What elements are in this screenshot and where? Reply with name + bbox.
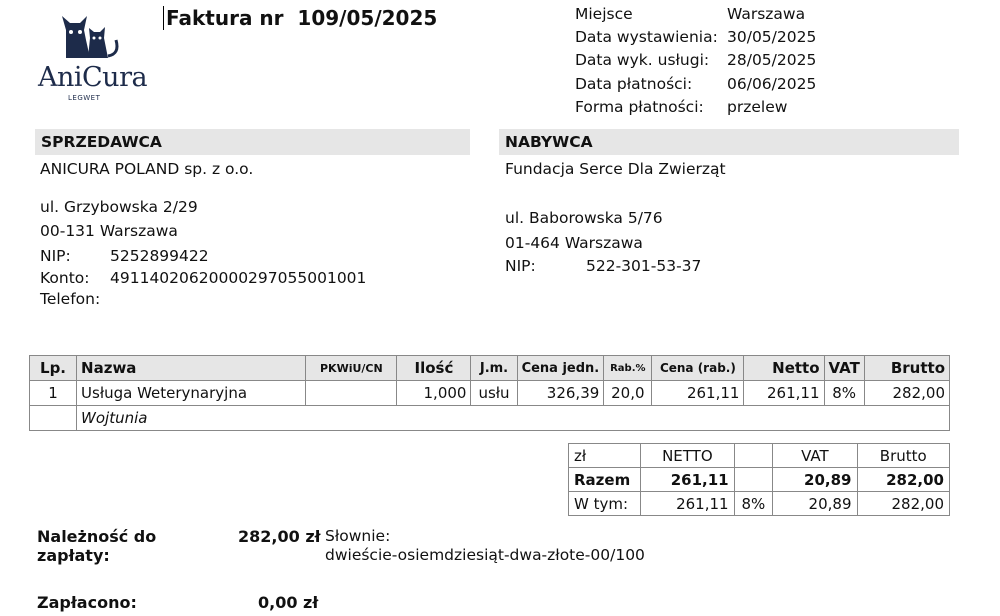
col-header-vat: VAT xyxy=(824,356,864,381)
summary-breakdown-row xyxy=(569,492,950,516)
seller-city: 00-131 Warszawa xyxy=(40,222,178,240)
cats-logo-icon xyxy=(34,10,144,62)
buyer-city: 01-464 Warszawa xyxy=(505,234,643,252)
summary-currency: zł xyxy=(569,444,641,468)
cell-empty xyxy=(734,444,773,468)
col-header-rabat: Rab.% xyxy=(604,356,652,381)
col-header-cena: Cena jedn. xyxy=(517,356,604,381)
logo-subtitle: LEGWET xyxy=(68,94,101,102)
summary-wtym-brutto: 282,00 xyxy=(857,492,950,516)
buyer-header: NABYWCA xyxy=(499,129,959,155)
cell-vat: 8% xyxy=(824,381,864,406)
meta-label: Miejsce xyxy=(575,5,633,23)
table-row-note xyxy=(30,406,950,431)
seller-account-label: Konto: xyxy=(40,269,90,287)
col-header-cena-rab: Cena (rab.) xyxy=(652,356,744,381)
summary-wtym-label: W tym: xyxy=(569,492,641,516)
col-header-ilosc: Ilość xyxy=(397,356,471,381)
cell-brutto: 282,00 xyxy=(864,381,949,406)
meta-value: 06/06/2025 xyxy=(727,74,817,93)
meta-value: 28/05/2025 xyxy=(727,51,817,70)
amount-words-label: Słownie: xyxy=(325,527,391,545)
summary-vat-header: VAT xyxy=(773,444,857,468)
col-header-nazwa: Nazwa xyxy=(77,356,306,381)
seller-street: ul. Grzybowska 2/29 xyxy=(40,198,198,216)
summary-total-row xyxy=(569,468,950,492)
seller-header: SPRZEDAWCA xyxy=(35,129,470,155)
buyer-nip-label: NIP: xyxy=(505,257,536,275)
cell-rabat: 20,0 xyxy=(604,381,652,406)
cell-item-note: Wojtunia xyxy=(77,406,950,431)
seller-account: 49114020620000297055001001 xyxy=(110,269,367,287)
col-header-brutto: Brutto xyxy=(864,356,949,381)
meta-value: 30/05/2025 xyxy=(727,28,817,47)
buyer-nip: 522-301-53-37 xyxy=(586,257,702,275)
amount-due-label-2: zapłaty: xyxy=(37,546,110,565)
summary-brutto-header: Brutto xyxy=(857,444,950,468)
meta-label: Data wystawienia: xyxy=(575,28,718,47)
summary-netto-header: NETTO xyxy=(641,444,734,468)
seller-nip-label: NIP: xyxy=(40,247,71,265)
amount-due-label-1: Należność do xyxy=(37,527,157,546)
summary-razem-label: Razem xyxy=(569,468,641,492)
text-cursor xyxy=(163,6,164,30)
paid-label: Zapłacono: xyxy=(37,593,137,612)
summary-razem-brutto: 282,00 xyxy=(857,468,950,492)
logo-brand: AniCura xyxy=(38,62,148,93)
meta-value: Warszawa xyxy=(727,5,806,23)
summary-razem-netto: 261,11 xyxy=(641,468,734,492)
items-header-row xyxy=(30,356,950,381)
col-header-jm: J.m. xyxy=(471,356,517,381)
seller-nip: 5252899422 xyxy=(110,247,209,265)
summary-wtym-rate: 8% xyxy=(734,492,773,516)
cell-nazwa: Usługa Weterynaryjna xyxy=(77,381,306,406)
table-row xyxy=(30,381,950,406)
buyer-street: ul. Baborowska 5/76 xyxy=(505,209,663,227)
meta-label: Forma płatności: xyxy=(575,97,704,116)
seller-phone-label: Telefon: xyxy=(40,290,101,308)
col-header-pkwiu: PKWiU/CN xyxy=(306,356,397,381)
cell-netto: 261,11 xyxy=(744,381,824,406)
meta-label: Data płatności: xyxy=(575,74,693,93)
cell-empty xyxy=(734,468,773,492)
summary-header-row xyxy=(569,444,950,468)
cell-pkwiu xyxy=(306,381,397,406)
cell-ilosc: 1,000 xyxy=(397,381,471,406)
cell-jm: usłu xyxy=(471,381,517,406)
amount-due-value: 282,00 zł xyxy=(238,527,321,546)
paid-amount: 0,00 zł xyxy=(258,593,319,612)
summary-table xyxy=(568,443,950,516)
items-table xyxy=(29,355,950,431)
cell-cena-rab: 261,11 xyxy=(652,381,744,406)
cell-empty xyxy=(30,406,77,431)
meta-value: przelew xyxy=(727,97,788,116)
seller-name: ANICURA POLAND sp. z o.o. xyxy=(40,160,254,178)
summary-wtym-netto: 261,11 xyxy=(641,492,734,516)
meta-label: Data wyk. usługi: xyxy=(575,51,710,70)
company-logo xyxy=(34,10,148,102)
summary-wtym-vat: 20,89 xyxy=(773,492,857,516)
cell-lp: 1 xyxy=(30,381,77,406)
col-header-netto: Netto xyxy=(744,356,824,381)
invoice-title: Faktura nr 109/05/2025 xyxy=(166,6,438,30)
summary-razem-vat: 20,89 xyxy=(773,468,857,492)
col-header-lp: Lp. xyxy=(30,356,77,381)
buyer-name: Fundacja Serce Dla Zwierząt xyxy=(505,160,726,178)
cell-cena: 326,39 xyxy=(517,381,604,406)
amount-words: dwieście-osiemdziesiąt-dwa-złote-00/100 xyxy=(325,546,645,564)
